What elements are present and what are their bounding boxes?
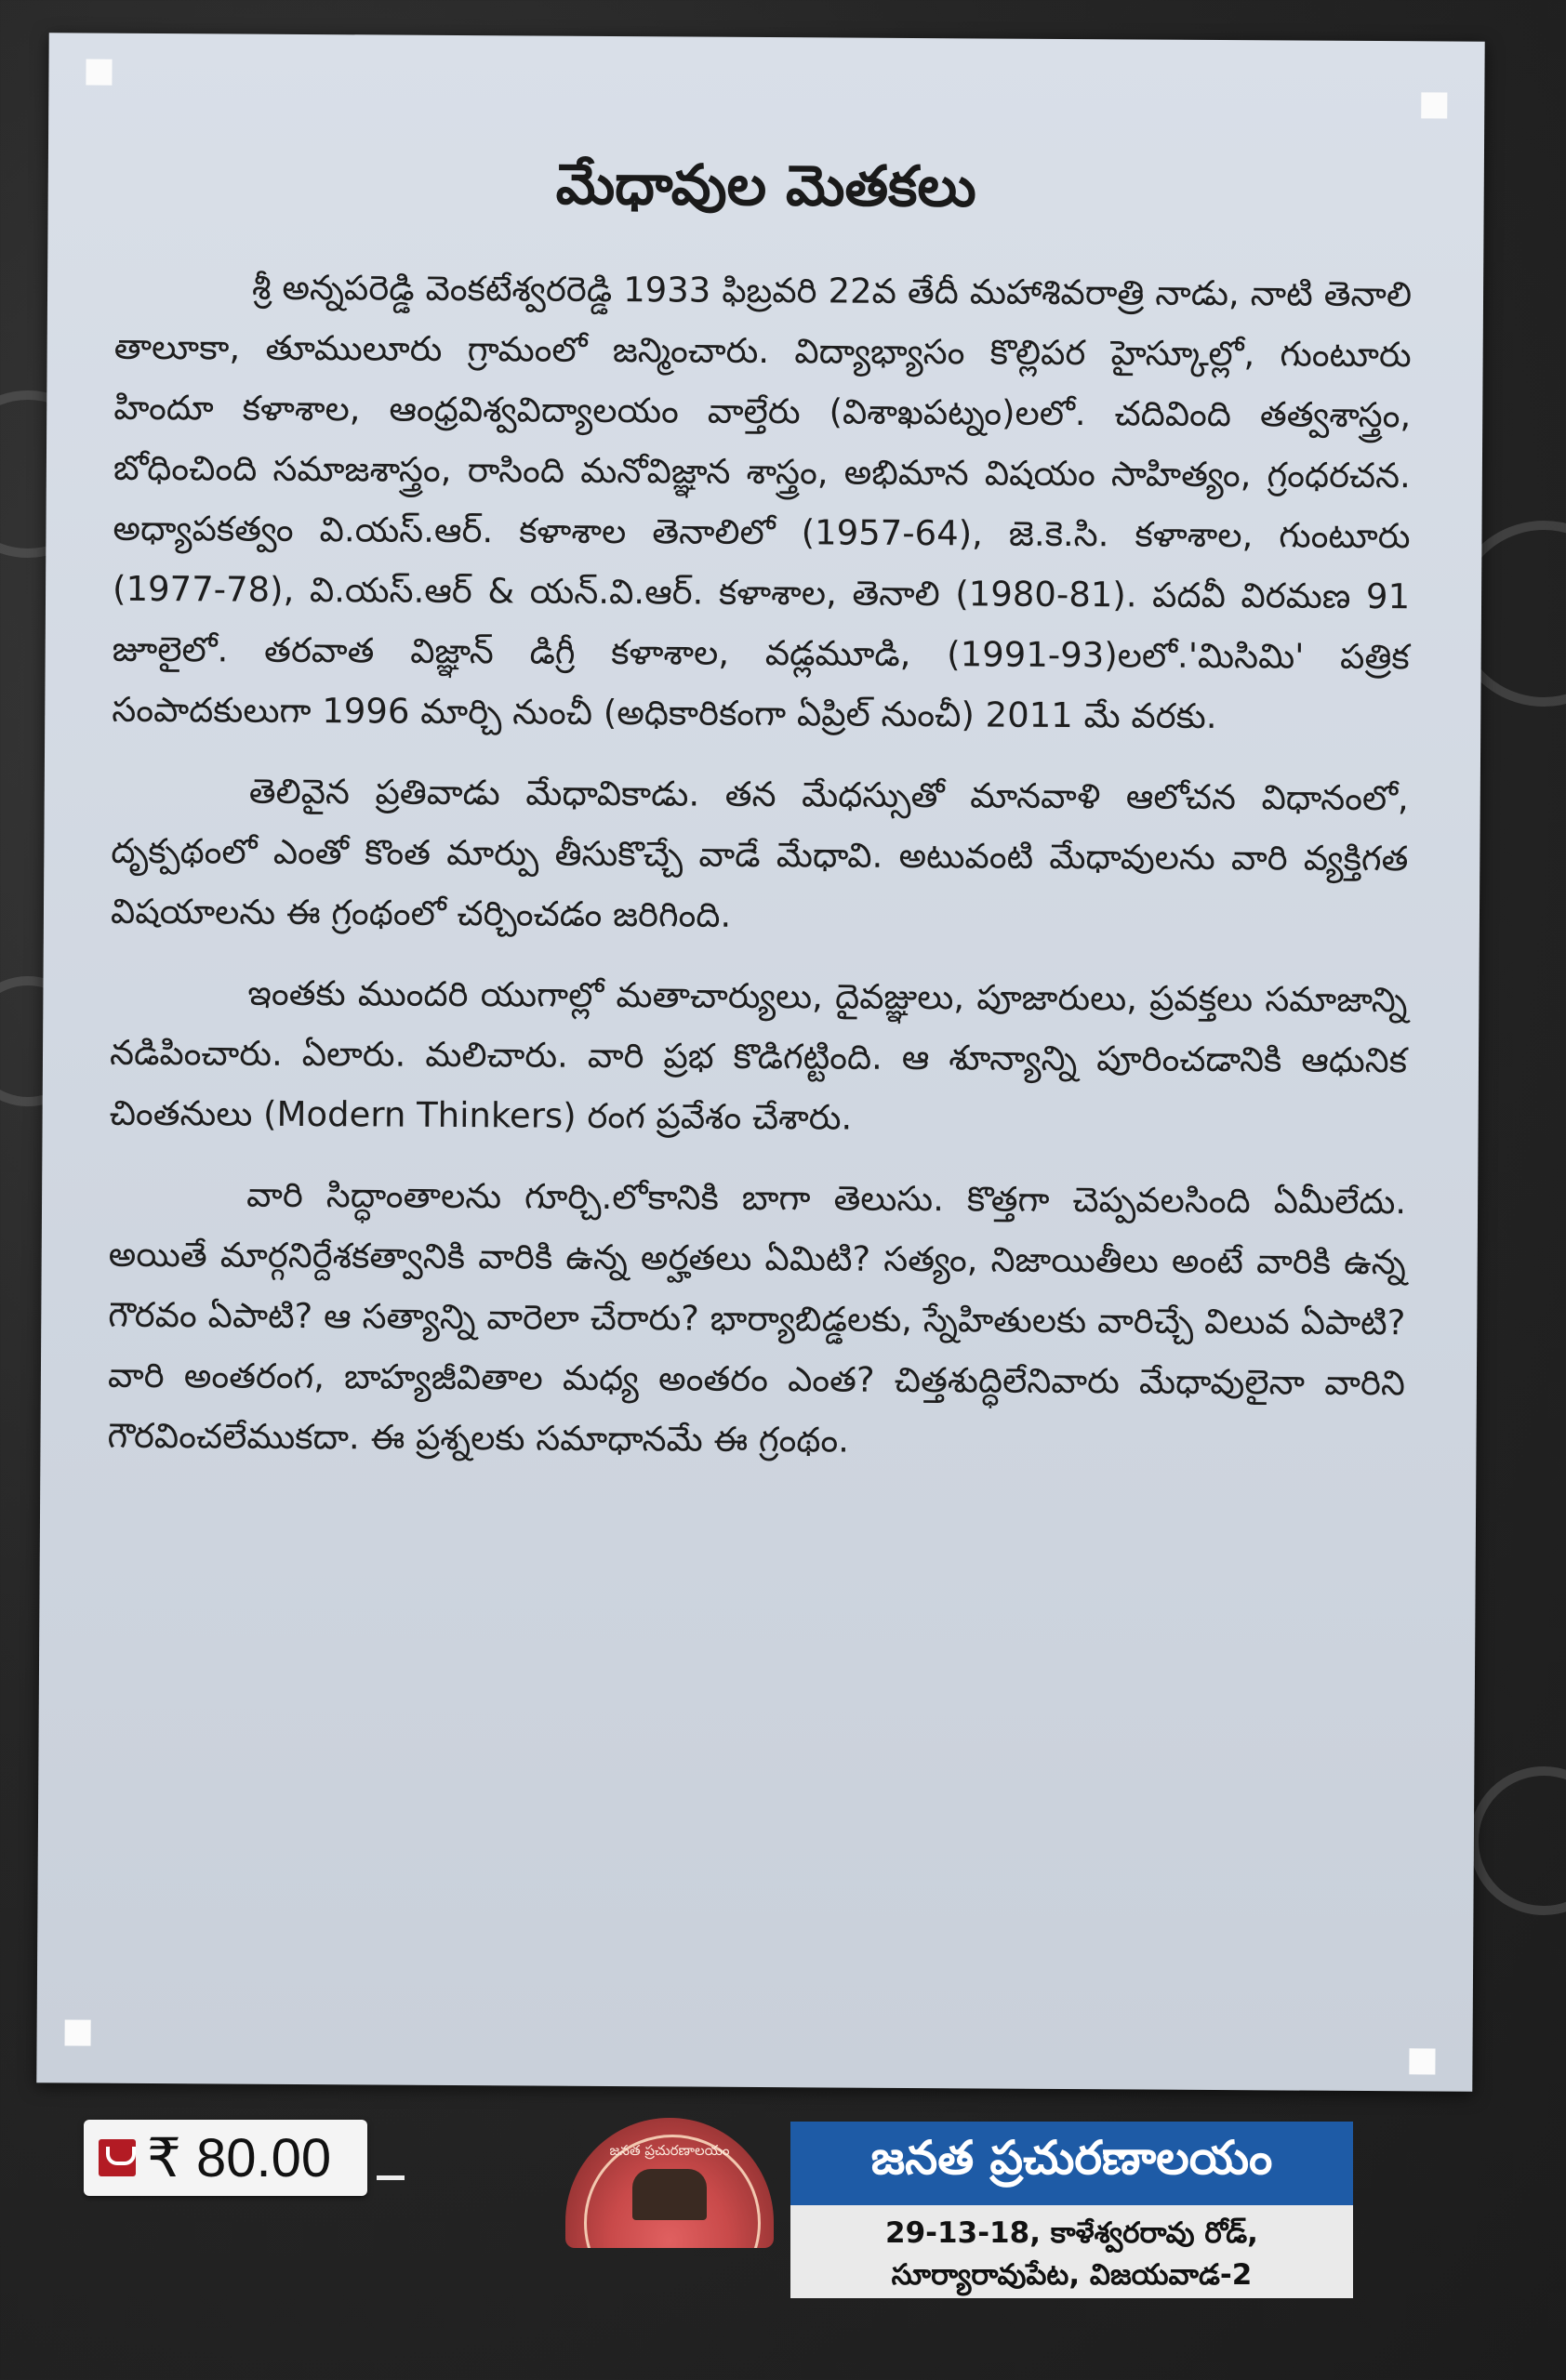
corner-mark <box>86 60 112 86</box>
address-line-1: 29-13-18, కాళేశ్వరరావు రోడ్, <box>885 2216 1258 2250</box>
corner-mark <box>1421 92 1447 118</box>
price-dash <box>377 2175 405 2180</box>
publisher-emblem <box>565 2118 774 2248</box>
emblem-text: జనత ప్రచురణాలయం <box>609 2142 730 2159</box>
background-swirl <box>1469 1766 1566 1915</box>
corner-mark <box>1409 2048 1435 2074</box>
book-title: మేధావుల మెతకలు <box>555 152 977 220</box>
publisher-address <box>790 2205 1353 2298</box>
price-value: ₹ 80.00 <box>147 2128 332 2188</box>
emblem-figures-icon <box>632 2169 707 2220</box>
publisher-logo-icon <box>99 2139 136 2176</box>
publisher-name: జనత ప్రచురణాలయం <box>790 2122 1353 2205</box>
paragraph-history: ఇంతకు ముందరి యుగాల్లో మతాచార్యులు, దైవజ్ఞులు, పూజారులు, ప్రవక్తలు సమాజాన్ని నడిపించారు. ఏలారు. మలిచారు. వారి ప్రభ కొడిగట్టింది. ఆ శూన్యాన్ని పూరించడానికి ఆధునిక చింతనులు (Modern Thinkers) రంగ ప్రవేశం చేశారు. <box>109 972 1408 1138</box>
paragraph-questions: వారి సిద్ధాంతాలను గూర్చి.లోకానికి బాగా తెలుసు. కొత్తగా చెప్పవలసింది ఏమీలేదు. అయితే మార్గనిర్దేశకత్వానికి వారికి ఉన్న అర్హతలు ఏమిటి? సత్యం, నిజాయితీలు అంటే వారికి ఉన్న గౌరవం ఏపాటి? ఆ సత్యాన్ని వారెలా చేరారు? భార్యాబిడ్డలకు, స్నేహితులకు వారిచ్చే విలువ ఏపాటి? వారి అంతరంగ, బాహ్యజీవితాల మధ్య అంతరం ఎంత? చిత్తశుద్ధిలేనివారు మేధావులైనా వారిని గౌరవించలేముకదా. ఈ ప్రశ్నలకు సమాధానమే ఈ గ్రంథం. <box>107 1174 1407 1461</box>
price-tag <box>84 2120 367 2196</box>
paragraph-author-bio: శ్రీ అన్నపరెడ్డి వెంకటేశ్వరరెడ్డి 1933 ఫిబ్రవరి 22వ తేదీ మహాశివరాత్రి నాడు, నాటి తెనాలి తాలూకా, తూములూరు గ్రామంలో జన్మించారు. విద్యాభ్యాసం కొల్లిపర హైస్కూల్లో, గుంటూరు హిందూ కళాశాల, ఆంధ్రవిశ్వవిద్యాలయం వాల్తేరు (విశాఖపట్నం)లలో. చదివింది తత్వశాస్త్రం, బోధించింది సమాజశాస్త్రం, రాసింది మనోవిజ్ఞాన శాస్త్రం, అభిమాన విషయం సాహిత్యం, గ్రంధరచన. అధ్యాపకత్వం వి.యస్.ఆర్. కళాశాల తెనాలిలో (1957-64), జె.కె.సి. కళాశాల, గుంటూరు (1977-78), వి.యస్.ఆర్ & యన్.వి.ఆర్. కళాశాల, తెనాలి (1980-81). పదవీ విరమణ 91 జూలైలో. తరవాత విజ్ఞాన్ డిగ్రీ కళాశాల, వడ్లమూడి, (1991-93)లలో.'మిసిమి' పత్రిక సంపాదకులుగా 1996 మార్చి నుంచీ (అధికారికంగా ఏప్రిల్ నుంచీ) 2011 మే వరకు. <box>112 267 1413 736</box>
back-cover-panel <box>36 33 1484 2091</box>
corner-mark <box>65 2019 91 2045</box>
address-line-2: సూర్యారావుపేట, విజయవాడ-2 <box>891 2258 1253 2292</box>
blurb-text <box>107 257 1412 1494</box>
paragraph-definition: తెలివైన ప్రతివాడు మేధావికాడు. తన మేధస్సుతో మానవాళి ఆలోచన విధానంలో, దృక్పథంలో ఎంతో కొంత మార్పు తీసుకొచ్చే వాడే మేధావి. అటువంటి మేధావులను వారి వ్యక్తిగత విషయాలను ఈ గ్రంథంలో చర్చించడం జరిగింది. <box>110 771 1409 935</box>
